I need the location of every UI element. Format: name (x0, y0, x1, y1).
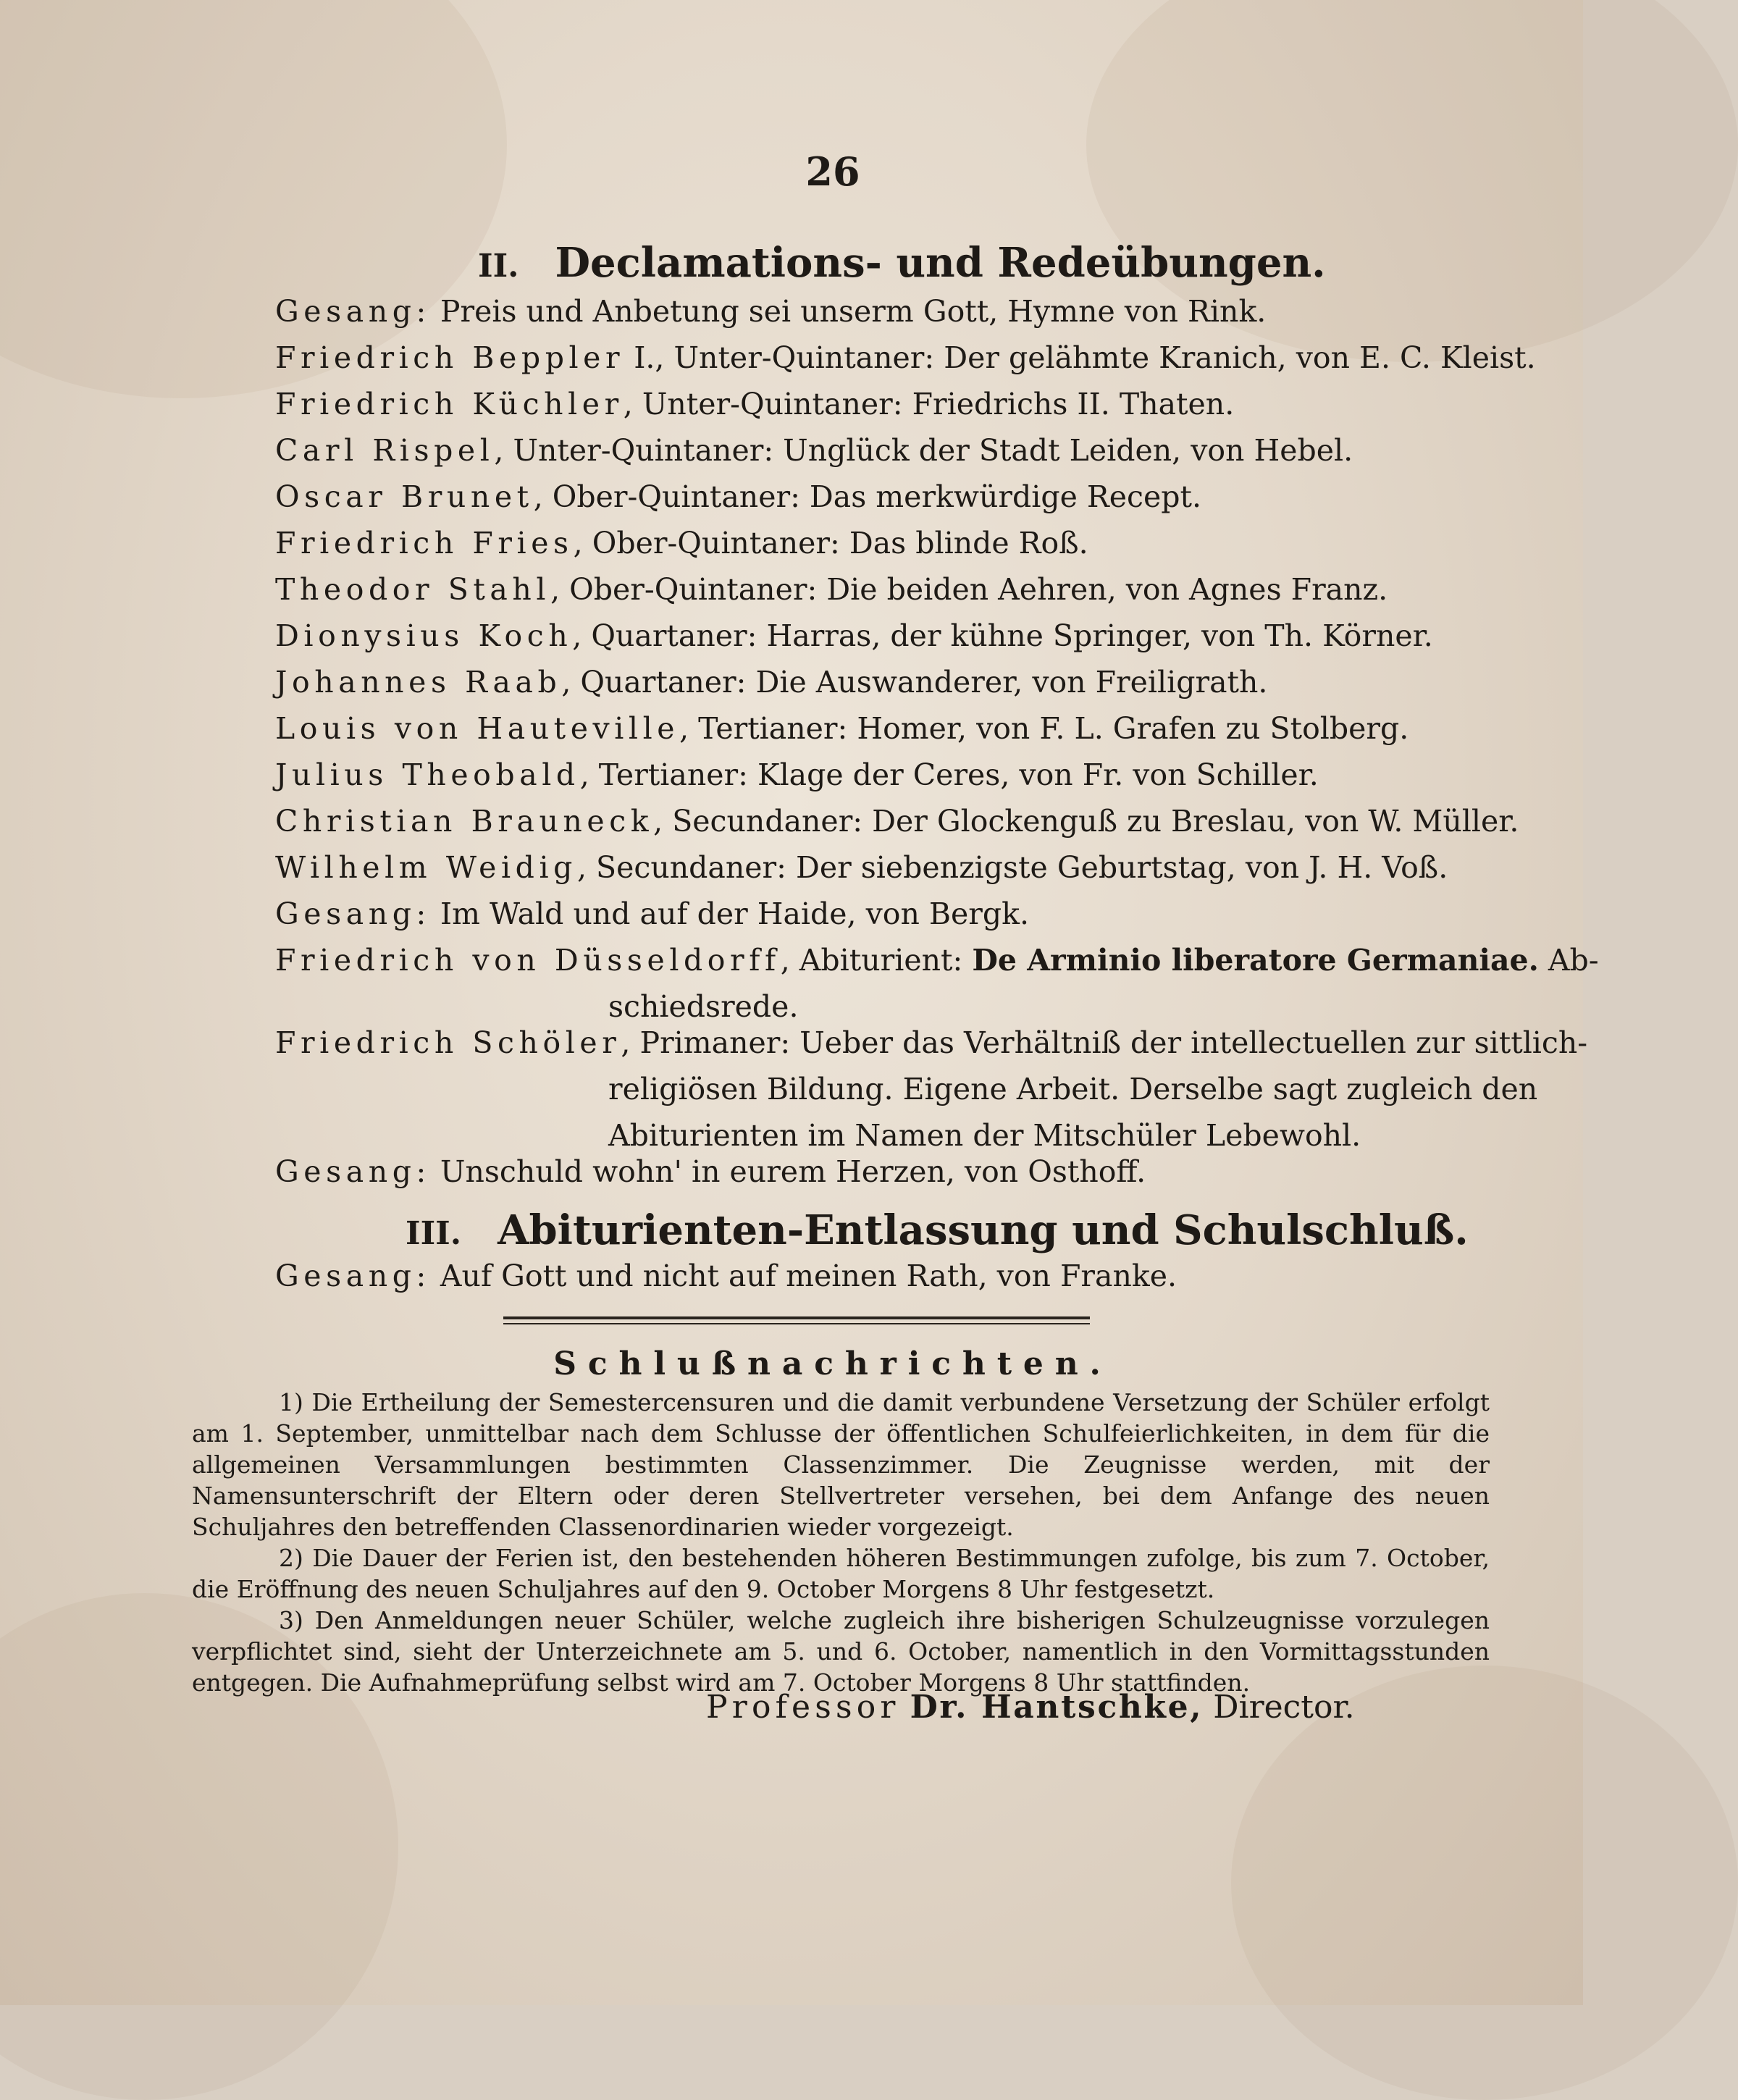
program-entry (275, 335, 1536, 381)
entry-text: , Tertianer: Klage der Ceres, von Fr. von Schiller. (579, 757, 1319, 792)
program-entry-duesseldorff (275, 937, 1599, 1030)
entry-name: Friedrich Beppler (275, 340, 625, 375)
entry-name: Friedrich Küchler (275, 387, 624, 421)
program-entry (275, 566, 1388, 613)
news-paragraph-3: 3) Den Anmeldungen neuer Schüler, welche zugleich ihre bisherigen Schulzeugnisse vorzulegen verpflichtet sind, sieht der Unterzeichnete am 5. und 6. October, namentlich in den Vormittagsstunden entgegen. Die Aufnahmeprüfung selbst wird am 7. October Morgens 8 Uhr stattfinden. (192, 1606, 1490, 1697)
entry-text: Auf Gott und nicht auf meinen Rath, von Franke. (430, 1259, 1177, 1293)
entry-text: , Unter-Quintaner: Friedrichs II. Thaten. (623, 387, 1235, 421)
schlussnachrichten-title: Schlußnachrichten. (553, 1345, 1112, 1382)
entry-name: Friedrich Schöler (275, 1025, 621, 1060)
program-entry (275, 659, 1267, 705)
section-ii-title: Declamations- und Redeübungen. (555, 239, 1326, 287)
program-entry (275, 752, 1319, 798)
entry-name: Friedrich Fries (275, 526, 574, 560)
entry-role: , Abiturient: (780, 943, 973, 978)
entry-name: Gesang: (275, 1154, 431, 1189)
entry-name: Gesang: (275, 1259, 431, 1293)
entry-name: Wilhelm Weidig (275, 850, 577, 885)
signature-title: Director. (1203, 1689, 1355, 1726)
program-entry (275, 891, 1029, 937)
entry-name: Julius Theobald (275, 757, 580, 792)
double-rule-divider (503, 1316, 1090, 1324)
entry-name: Theodor Stahl (275, 572, 551, 607)
entry-latin-title: De Arminio liberatore Germaniae. (972, 943, 1539, 978)
program-entry (275, 427, 1353, 474)
program-entry (275, 474, 1201, 520)
section-iii-roman: III. (406, 1215, 462, 1252)
entry-text: , Secundaner: Der siebenzigste Geburtstag, von J. H. Voß. (576, 850, 1448, 885)
program-entry (275, 520, 1088, 566)
program-entry (275, 288, 1266, 335)
signature-name: Dr. Hantschke, (910, 1689, 1204, 1726)
entry-text: , Ober-Quintaner: Die beiden Aehren, von Agnes Franz. (550, 572, 1388, 607)
entry-continuation: Abiturienten im Namen der Mitschüler Lebewohl. (608, 1118, 1361, 1153)
entry-name: Carl Rispel (275, 433, 495, 468)
entry-continuation: religiösen Bildung. Eigene Arbeit. Derselbe sagt zugleich den (608, 1072, 1538, 1106)
section-iii-title: Abiturienten-Entlassung und Schulschluß. (498, 1206, 1469, 1254)
section-iii-heading (406, 1206, 1469, 1254)
program-entry (275, 1148, 1146, 1195)
program-entry (275, 613, 1433, 659)
entry-text: , Ober-Quintaner: Das merkwürdige Recept. (533, 479, 1202, 514)
page-number: 26 (805, 148, 860, 195)
entry-name: Dionysius Koch (275, 618, 573, 653)
program-entry (275, 798, 1519, 844)
entry-text: Preis und Anbetung sei unserm Gott, Hymne von Rink. (430, 294, 1267, 329)
program-entry (275, 844, 1448, 891)
paper-stain (1231, 1666, 1738, 2100)
entry-name: Gesang: (275, 896, 431, 931)
entry-text: , Unter-Quintaner: Unglück der Stadt Leiden, von Hebel. (494, 433, 1353, 468)
entry-text: , Ober-Quintaner: Das blinde Roß. (573, 526, 1088, 560)
entry-text: , Quartaner: Harras, der kühne Springer, von Th. Körner. (572, 618, 1433, 653)
entry-name: Gesang: (275, 294, 431, 329)
signature-prefix: Professor (706, 1689, 900, 1726)
entry-text: , Primaner: Ueber das Verhältniß der intellectuellen zur sittlich- (621, 1025, 1588, 1060)
entry-name: Oscar Brunet (275, 479, 534, 514)
entry-text: Unschuld wohn' in eurem Herzen, von Osthoff. (430, 1154, 1146, 1189)
program-entry (275, 381, 1234, 427)
entry-name: Johannes Raab (275, 665, 562, 700)
entry-name: Louis von Hauteville (275, 711, 680, 746)
entry-name: Friedrich von Düsseldorff (275, 943, 781, 978)
signature (706, 1689, 1355, 1726)
entry-name: Christian Brauneck (275, 804, 654, 839)
entry-continuation: schiedsrede. (608, 989, 799, 1024)
entry-text: , Secundaner: Der Glockenguß zu Breslau, von W. Müller. (653, 804, 1519, 839)
news-paragraph-1: 1) Die Ertheilung der Semestercensuren und die damit verbundene Versetzung der Schüler erfolgt am 1. September, unmittelbar nach dem Schlusse der öffentlichen Schulfeierlichkeiten, in dem für die allgemeinen Versammlungen bestimmten Classenzimmer. Die Zeugnisse werden, mit der Namensunterschrift der Eltern oder deren Stellvertreter versehen, bei dem Anfange des neuen Schuljahres den betreffenden Classenordinarien wieder vorgezeigt. (192, 1388, 1490, 1541)
program-entry-schoeler (275, 1020, 1587, 1159)
entry-text: I., Unter-Quintaner: Der gelähmte Kranich, von E. C. Kleist. (624, 340, 1536, 375)
program-entry (275, 1253, 1177, 1299)
entry-text: , Quartaner: Die Auswanderer, von Freiligrath. (561, 665, 1268, 700)
section-ii-roman: II. (478, 248, 519, 285)
section-ii-heading (478, 239, 1326, 287)
program-entry (275, 705, 1409, 752)
news-paragraph-2: 2) Die Dauer der Ferien ist, den bestehenden höheren Bestimmungen zufolge, bis zum 7. October, die Eröffnung des neuen Schuljahres auf den 9. October Morgens 8 Uhr festgesetzt. (192, 1544, 1490, 1603)
entry-text: , Tertianer: Homer, von F. L. Grafen zu Stolberg. (679, 711, 1409, 746)
entry-text: Ab- (1538, 943, 1599, 978)
entry-text: Im Wald und auf der Haide, von Bergk. (430, 896, 1030, 931)
